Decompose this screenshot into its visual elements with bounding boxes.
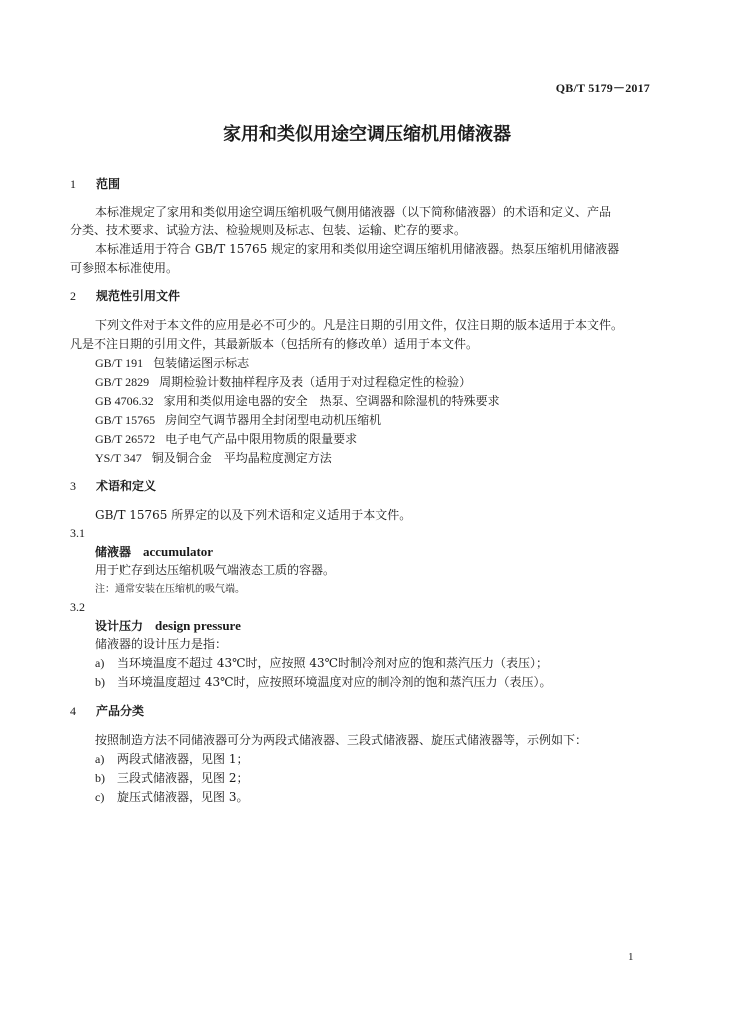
list-marker: c): [95, 790, 105, 804]
reference-item: [95, 450, 332, 467]
standard-code: QB/T 5179－2017: [555, 81, 650, 95]
paragraph-line: 下列文件对于本文件的应用是必不可少的。凡是注日期的引用文件，仅注日期的版本适用于本文件。: [95, 318, 624, 332]
reference-title: 电子电气产品中限用物质的限量要求: [165, 432, 358, 446]
reference-item: [95, 355, 249, 372]
paragraph-line: 按照制造方法不同储液器可分为两段式储液器、三段式储液器、旋压式储液器等，示例如下：: [95, 733, 588, 747]
section-number: 2: [70, 289, 76, 303]
list-item: [95, 770, 248, 787]
term-chinese: 储液器: [95, 545, 132, 559]
reference-code: GB/T 191: [95, 356, 144, 370]
reference-item: [95, 393, 500, 410]
list-marker: a): [95, 752, 105, 766]
term-number: 3.2: [70, 600, 85, 614]
reference-title: 包装储运图示标志: [153, 356, 250, 370]
reference-title: 铜及铜合金 平均晶粒度测定方法: [151, 451, 332, 465]
section-title: 术语和定义: [96, 479, 157, 493]
reference-code: GB/T 2829: [95, 375, 150, 389]
reference-item: [95, 374, 471, 391]
term-chinese: 设计压力: [95, 619, 144, 633]
term-number: 3.1: [70, 526, 85, 540]
section-4-heading: [70, 703, 144, 720]
section-title: 范围: [96, 177, 121, 191]
list-text: 两段式储液器，见图 1；: [117, 752, 249, 766]
paragraph-line: GB/T 15765 所界定的以及下列术语和定义适用于本文件。: [95, 508, 412, 522]
list-item: [95, 655, 548, 672]
list-marker: b): [95, 771, 105, 785]
list-marker: a): [95, 656, 105, 670]
reference-code: GB 4706.32: [95, 394, 154, 408]
section-3-heading: [70, 478, 156, 495]
paragraph-line: 分类、技术要求、试验方法、检验规则及标志、包装、运输、贮存的要求。: [70, 223, 467, 237]
list-marker: b): [95, 675, 105, 689]
term-heading: [95, 543, 213, 561]
paragraph-line: 凡是不注日期的引用文件，其最新版本（包括所有的修改单）适用于本文件。: [70, 337, 479, 351]
list-text: 三段式储液器，见图 2；: [117, 771, 249, 785]
paragraph-line: 本标准适用于符合 GB/T 15765 规定的家用和类似用途空调压缩机用储液器。热泵压缩机用储液器: [95, 242, 620, 256]
section-2-heading: [70, 288, 180, 305]
reference-title: 家用和类似用途电器的安全 热泵、空调器和除湿机的特殊要求: [163, 394, 500, 408]
term-english: accumulator: [143, 544, 214, 559]
paragraph-line: 可参照本标准使用。: [70, 261, 179, 275]
reference-code: YS/T 347: [95, 451, 142, 465]
term-heading: [95, 617, 241, 635]
reference-code: GB/T 15765: [95, 413, 156, 427]
list-item: [95, 751, 248, 768]
page-number: 1: [628, 951, 634, 963]
reference-code: GB/T 26572: [95, 432, 156, 446]
list-text: 旋压式储液器，见图 3。: [117, 790, 249, 804]
reference-item: [95, 412, 381, 429]
section-number: 1: [70, 177, 76, 191]
term-note: 注：通常安装在压缩机的吸气端。: [95, 584, 245, 595]
list-text: 当环境温度不超过 43℃时，应按照 43℃时制冷剂对应的饱和蒸汽压力（表压）；: [117, 656, 549, 670]
term-definition: 用于贮存到达压缩机吸气端液态工质的容器。: [95, 563, 336, 577]
paragraph-line: 本标准规定了家用和类似用途空调压缩机吸气侧用储液器（以下简称储液器）的术语和定义、产品: [95, 205, 612, 219]
list-text: 当环境温度超过 43℃时，应按照环境温度对应的制冷剂的饱和蒸汽压力（表压）。: [117, 675, 552, 689]
reference-title: 房间空气调节器用全封闭型电动机压缩机: [165, 413, 382, 427]
section-number: 4: [70, 704, 76, 718]
document-title: 家用和类似用途空调压缩机用储液器: [223, 124, 511, 145]
list-item: [95, 674, 552, 691]
reference-title: 周期检验计数抽样程序及表（适用于对过程稳定性的检验）: [159, 375, 472, 389]
section-number: 3: [70, 479, 76, 493]
section-title: 产品分类: [96, 704, 145, 718]
section-title: 规范性引用文件: [96, 289, 181, 303]
list-item: [95, 789, 248, 806]
section-1-heading: [70, 176, 120, 193]
term-definition: 储液器的设计压力是指：: [95, 637, 228, 651]
term-english: design pressure: [155, 618, 241, 633]
reference-item: [95, 431, 357, 448]
